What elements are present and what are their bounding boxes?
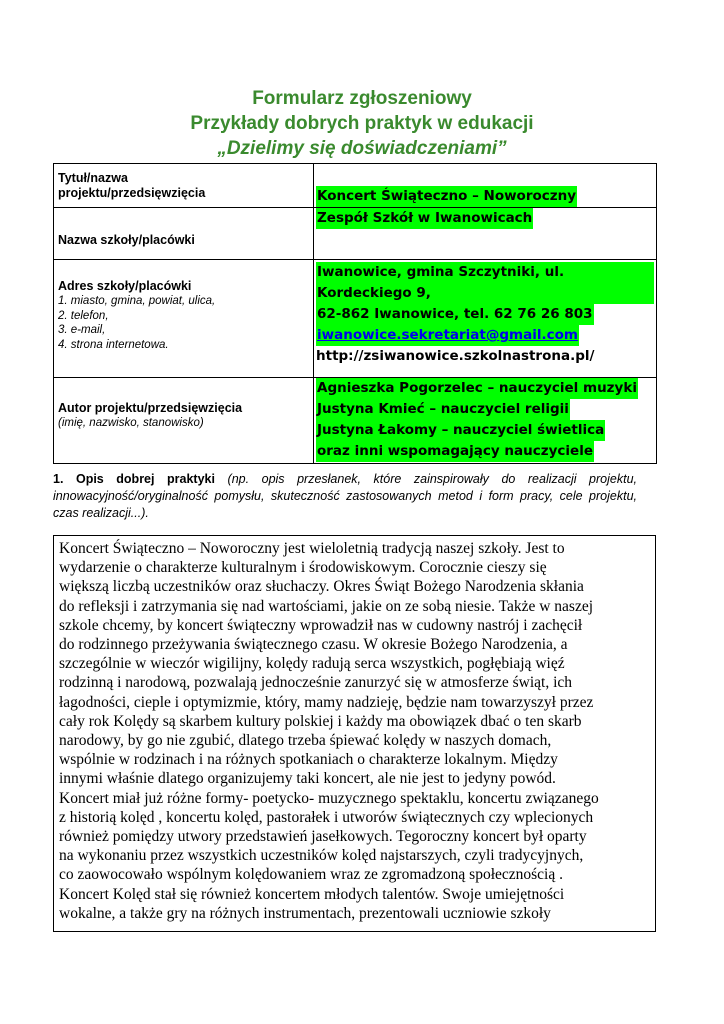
address-label-cell <box>54 260 314 378</box>
form-title <box>0 86 724 161</box>
form-title-line2: Przykłady dobrych praktyk w edukacji <box>190 113 534 134</box>
school-value: Zespół Szkół w Iwanowicach <box>316 208 533 229</box>
address-row <box>54 260 657 378</box>
description-line: wspólnie w rodzinach i na różnych spotkaniach o charakterze lokalnym. Między <box>59 751 558 769</box>
project-label-cell <box>54 164 314 208</box>
description-line: co zaowocowało wspólnym kolędowaniem wraz ze zgromadzoną społecznością . <box>59 866 563 884</box>
description-line: narodowy, by go nie zgubić, dlatego trzeba śpiewać kolędy w naszych domach, <box>59 732 552 750</box>
description-line: szkole chcemy, by koncert świąteczny wprowadził nas w cudowny nastrój i zachęcił <box>59 616 583 634</box>
description-line: na wykonaniu przez wszystkich uczestników kolęd najstarszych, czyli tradycyjnych, <box>59 847 584 865</box>
school-row <box>54 208 657 260</box>
description-line: rodzinną i narodową, pozwalają jednocześnie zanurzyć się w atmosferze świąt, ich <box>59 674 572 692</box>
project-row <box>54 164 657 208</box>
description-textbox[interactable] <box>53 535 656 932</box>
address-value-cell <box>314 260 657 378</box>
address-hint-1: 1. miasto, gmina, powiat, ulica, <box>58 295 216 307</box>
description-line: wydarzenie o charakterze kulturalnym i środowiskowym. Corocznie cieszy się <box>59 559 547 577</box>
description-line: łagodności, cieple i optymizmie, który, mamy nadzieję, będzie nam towarzyszył przez <box>59 693 594 711</box>
section1-title: 1. Opis dobrej praktyki <box>53 472 215 486</box>
description-line: do rodzinnego przeżywania świątecznego czasu. W okresie Bożego Narodzenia, a <box>59 636 568 654</box>
project-value: Koncert Świąteczno – Noworoczny <box>316 186 577 207</box>
project-label-line1: Tytuł/nazwa <box>58 171 128 185</box>
description-line: Koncert miał już różne formy- poetycko- muzycznego spektaklu, koncertu związanego <box>59 789 599 807</box>
description-line: również pomiędzy utwory przedstawień jasełkowych. Tegoroczny koncert był oparty <box>59 828 587 846</box>
address-hint-4: 4. strona internetowa. <box>58 338 169 351</box>
author-label-cell <box>54 378 314 464</box>
address-hint-2: 2. telefon, <box>58 309 109 322</box>
description-line: wokalne, a także gry na różnych instrumentach, prezentowali uczniowie szkoły <box>59 904 551 922</box>
project-label-line2: projektu/przedsięwzięcia <box>58 186 206 200</box>
address-hint-3: 3. e-mail, <box>58 324 106 336</box>
author-hint: (imię, nazwisko, stanowisko) <box>58 417 204 429</box>
description-line: do refleksji i zatrzymania się nad wartościami, jakie on ze sobą niesie. Także w naszej <box>59 597 594 615</box>
form-title-line3: „Dzielimy się doświadczeniami” <box>217 138 507 159</box>
author-line-3: Justyna Łakomy – nauczyciel świetlica <box>316 420 605 441</box>
email-link[interactable]: iwanowice.sekretariat@gmail.com <box>316 325 579 346</box>
address-line2: 62-862 Iwanowice, tel. 62 76 26 803 <box>316 304 594 325</box>
author-line-2: Justyna Kmieć – nauczyciel religii <box>316 399 570 420</box>
author-label: Autor projektu/przedsięwzięcia <box>58 401 243 415</box>
description-line: cały rok Kolędy są skarbem kultury polskiej i każdy ma obowiązek dbać o ten skarb <box>59 712 582 730</box>
school-value-cell <box>314 208 657 260</box>
school-label-cell <box>54 208 314 260</box>
description-line: innymi właśnie dlatego organizujemy taki koncert, ale nie jest to jedyny powód. <box>59 770 556 788</box>
description-line: Koncert Kolęd stał się również koncertem młodych talentów. Swoje umiejętności <box>59 885 565 903</box>
section1-instructions: (np. opis przesłanek, które zainspirowały do realizacji projektu, innowacyjność/oryginalność pomysłu, skuteczność zastosowanych metod i form pracy, cele projektu, czas realizacji...). <box>53 472 638 520</box>
info-table <box>53 163 657 464</box>
address-line1: Iwanowice, gmina Szczytniki, ul. Kordeckiego 9, <box>316 262 654 304</box>
author-row <box>54 378 657 464</box>
section1-heading <box>53 471 637 522</box>
description-line: większą liczbą uczestników oraz słuchaczy. Okres Świąt Bożego Narodzenia skłania <box>59 578 584 596</box>
form-title-line1: Formularz zgłoszeniowy <box>252 88 472 109</box>
project-value-cell <box>314 164 657 208</box>
address-label: Adres szkoły/placówki <box>58 279 192 293</box>
author-line-1: Agnieszka Pogorzelec – nauczyciel muzyki <box>316 378 638 399</box>
description-line: Koncert Świąteczno – Noworoczny jest wieloletnią tradycją naszej szkoły. Jest to <box>59 540 565 557</box>
author-value-cell <box>314 378 657 464</box>
description-line: z historią kolęd , koncertu kolęd, pastorałek i utworów świątecznych czy wplecionych <box>59 808 594 826</box>
school-label: Nazwa szkoły/placówki <box>58 233 195 247</box>
website-url: http://zsiwanowice.szkolnastrona.pl/ <box>316 348 595 364</box>
author-line-4: oraz inni wspomagający nauczyciele <box>316 441 594 462</box>
description-line: szczególnie w wieczór wigilijny, kolędy radują serca wszystkich, pogłębiają więź <box>59 655 565 673</box>
